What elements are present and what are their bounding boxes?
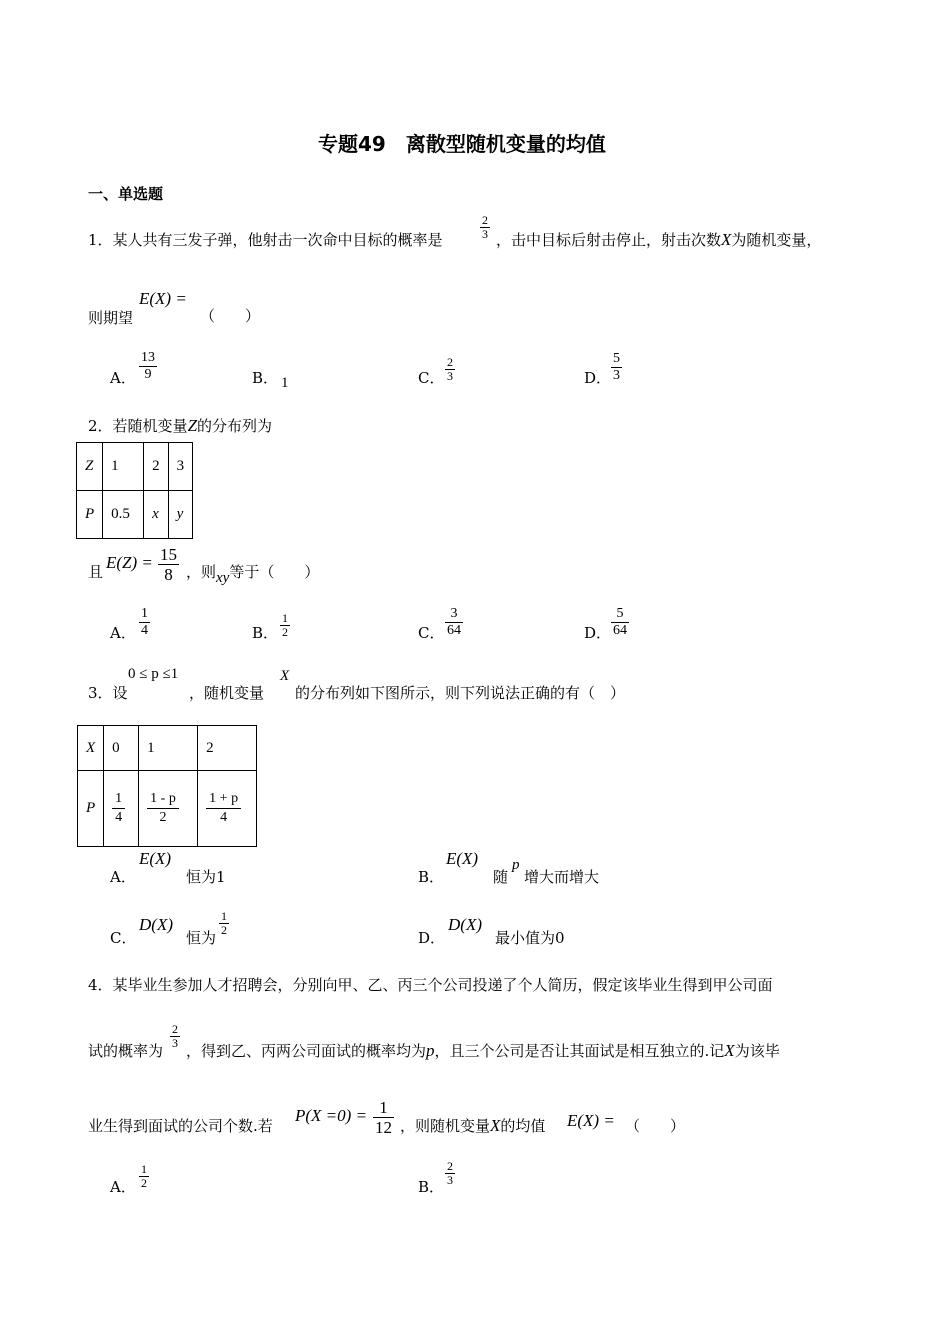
q1-var-x: X xyxy=(721,230,732,249)
q3-option-a-expr[interactable]: E(X) xyxy=(139,849,172,868)
table-row xyxy=(77,491,193,539)
q2-option-b-label[interactable]: B． xyxy=(252,624,279,642)
q3-option-b-text-b[interactable]: 增大而增大 xyxy=(524,868,600,886)
q1-option-b-value[interactable]: 1 xyxy=(281,375,289,391)
table-row xyxy=(77,443,193,491)
table-cell: 2 xyxy=(144,443,169,491)
q3-option-b-text-a[interactable]: 随 xyxy=(493,868,509,886)
q4-option-a-label[interactable]: A． xyxy=(110,1178,136,1196)
table-cell: $\frac{1 - p}{2}$ xyxy=(139,771,198,847)
q3-option-c-label[interactable]: C． xyxy=(110,929,137,947)
q3-option-d-expr[interactable]: D(X) xyxy=(448,915,482,934)
q3-line1-mid: ，随机变量 xyxy=(189,684,265,702)
q3-option-d-label[interactable]: D． xyxy=(418,929,446,947)
q4-fraction: $\frac{2}{3}$ xyxy=(172,1022,178,1050)
q1-option-c-value[interactable]: $\frac{2}{3}$ xyxy=(447,355,453,383)
q1-text-a: 某人共有三发子弹，他射击一次命中目标的概率是 xyxy=(112,231,443,249)
table-cell: X xyxy=(78,726,104,771)
q2-expectation: E(Z) = xyxy=(106,553,153,572)
q2-distribution-table xyxy=(76,442,193,539)
page-title: 专题49 离散型随机变量的均值 xyxy=(318,132,606,156)
table-cell: 3 xyxy=(168,443,193,491)
table-row xyxy=(78,726,257,771)
q1-option-b-label[interactable]: B． xyxy=(252,369,279,387)
q1-number: 1． xyxy=(88,231,113,249)
q3-option-b-var[interactable]: p xyxy=(512,857,520,873)
q3-option-c-text[interactable]: 恒为 xyxy=(186,929,217,947)
q2-xy: xy xyxy=(216,570,230,586)
q1-option-a-value[interactable]: $\frac{13}{9}$ xyxy=(141,350,155,382)
table-cell: P xyxy=(78,771,104,847)
q1-line1-rest: ，击中目标后射击停止，射击次数X为随机变量， xyxy=(496,230,822,249)
q3-distribution-table xyxy=(77,725,257,847)
table-cell: 0 xyxy=(104,726,139,771)
q2-condition-rest: ，则xy等于（ ） xyxy=(186,563,320,586)
table-cell: 0.5 xyxy=(103,491,144,539)
q2-condition-prefix: 且 xyxy=(88,563,104,581)
q3-line1-start: 3．设 xyxy=(88,684,128,702)
q2-option-c-label[interactable]: C． xyxy=(418,624,445,642)
q4-paren: （ ） xyxy=(625,1117,686,1135)
q1-line1 xyxy=(88,229,443,250)
q4-var-x: X xyxy=(724,1041,735,1060)
q3-option-d-text[interactable]: 最小值为0 xyxy=(495,929,565,947)
table-cell: P xyxy=(77,491,103,539)
q1-option-c-label[interactable]: C． xyxy=(418,369,445,387)
table-cell: $\frac{1}{4}$ xyxy=(104,771,139,847)
q4-line3-rest: ，则随机变量X的均值 xyxy=(400,1116,546,1135)
q3-option-c-value[interactable]: $\frac{1}{2}$ xyxy=(221,909,227,937)
q4-prob-fraction: $\frac{1}{12}$ xyxy=(375,1098,392,1137)
q3-var-x: X xyxy=(280,668,290,684)
q4-line1: 4．某毕业生参加人才招聘会，分别向甲、乙、丙三个公司投递了个人简历，假定该毕业生得到甲公司面 xyxy=(88,976,773,994)
section-heading: 一、单选题 xyxy=(88,185,164,203)
q1-option-d-label[interactable]: D． xyxy=(584,369,612,387)
q4-var-p: p xyxy=(426,1041,435,1060)
q2-option-d-value[interactable]: $\frac{5}{64}$ xyxy=(613,606,627,638)
q4-option-b-value[interactable]: $\frac{2}{3}$ xyxy=(447,1159,453,1187)
q4-line2-rest: ，得到乙、丙两公司面试的概率均为p，且三个公司是否让其面试是相互独立的.记X为该毕 xyxy=(186,1041,780,1060)
q2-option-a-value[interactable]: $\frac{1}{4}$ xyxy=(141,606,148,638)
table-cell: x xyxy=(144,491,169,539)
q3-option-a-label[interactable]: A． xyxy=(110,868,136,886)
q1-fraction: $\frac{2}{3}$ xyxy=(482,213,488,241)
table-cell: $\frac{1 + p}{4}$ xyxy=(198,771,257,847)
q3-option-b-label[interactable]: B． xyxy=(418,868,445,886)
table-cell: 1 xyxy=(139,726,198,771)
q2-option-c-value[interactable]: $\frac{3}{64}$ xyxy=(447,606,461,638)
q4-line3-a: 业生得到面试的公司个数.若 xyxy=(88,1117,273,1135)
q2-option-d-label[interactable]: D． xyxy=(584,624,612,642)
q3-option-c-expr[interactable]: D(X) xyxy=(139,915,173,934)
q4-option-b-label[interactable]: B． xyxy=(418,1178,445,1196)
q4-probability: P(X =0) = xyxy=(295,1106,368,1125)
q3-option-b-expr[interactable]: E(X) xyxy=(446,849,479,868)
q2-var-z: Z xyxy=(187,416,198,435)
table-cell: Z xyxy=(77,443,103,491)
q1-expectation: E(X) = xyxy=(139,289,187,308)
table-row xyxy=(78,771,257,847)
table-cell: 2 xyxy=(198,726,257,771)
q1-option-a-label[interactable]: A． xyxy=(110,369,136,387)
q1-paren: （ ） xyxy=(200,307,261,325)
q4-option-a-value[interactable]: $\frac{1}{2}$ xyxy=(141,1162,147,1190)
table-cell: y xyxy=(168,491,193,539)
table-cell: 1 xyxy=(103,443,144,491)
q4-line2-a: 试的概率为 xyxy=(88,1042,164,1060)
q4-expectation: E(X) = xyxy=(567,1111,615,1130)
q1-line2: 则期望 xyxy=(88,309,134,327)
q2-line1: 2．若随机变量Z的分布列为 xyxy=(88,416,273,435)
q3-line1-end: 的分布列如下图所示，则下列说法正确的有（ ） xyxy=(295,684,626,702)
q3-condition: 0 ≤ p ≤1 xyxy=(128,666,179,682)
q2-option-a-label[interactable]: A． xyxy=(110,624,136,642)
q1-option-d-value[interactable]: $\frac{5}{3}$ xyxy=(613,351,620,383)
q2-fraction: $\frac{15}{8}$ xyxy=(160,545,177,584)
q3-option-a-text[interactable]: 恒为1 xyxy=(186,868,226,886)
q2-option-b-value[interactable]: $\frac{1}{2}$ xyxy=(282,611,288,639)
